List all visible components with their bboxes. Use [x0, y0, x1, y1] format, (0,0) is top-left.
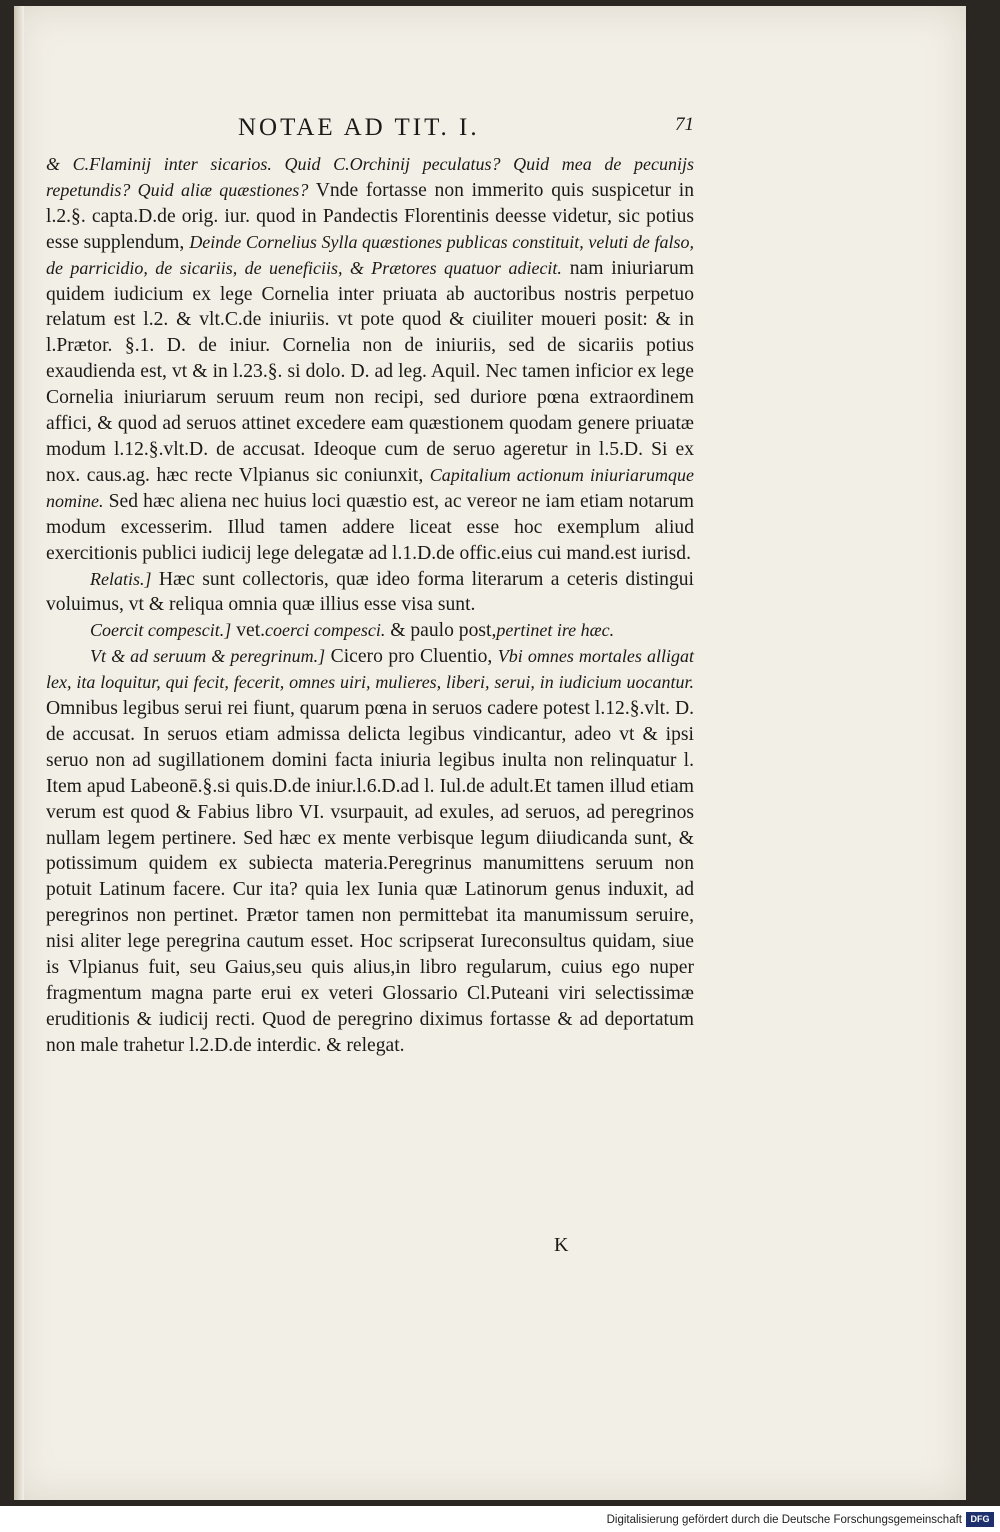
dfg-logo: DFG: [966, 1512, 994, 1527]
text-block: [46, 110, 694, 1059]
italic-run: coerci compesci.: [265, 620, 386, 641]
text-run: & paulo post,: [385, 620, 497, 642]
italic-run: Coercit compescit.]: [90, 620, 232, 641]
italic-run: Deinde Cornelius Sylla quæstiones publicas constituit, veluti de falso, de parricidio, de sicariis, de ueneficiis, & Prætores quatuor adiecit.: [46, 231, 694, 278]
footer-credit: Digitalisierung gefördert durch die Deutsche Forschungsgemeinschaft: [606, 1514, 962, 1526]
digitization-footer: [0, 1506, 1000, 1532]
page-header: [46, 110, 694, 152]
note-relatis: [46, 567, 694, 619]
italic-run: pertinet ire hæc.: [496, 620, 615, 641]
folio-number: 71: [675, 114, 694, 135]
italic-run: Vt & ad seruum & peregrinum.]: [90, 646, 326, 667]
note-coercit: [46, 618, 694, 644]
text-run: Omnibus legibus serui rei fiunt, quarum pœna in seruos cadere potest l.12.§.vlt. D. de accusat. In seruos etiam admissa delicta legibus vindicantur, adeo vt & ipsi seruo non ad sugillationem domini facta iniuria legibus inulta non relinquatur l. Item apud Labeonē.§.si quis.D.de iniur.l.6.D.ad l. Iul.de adult.Et tamen illud etiam verum est quod & Fabius libro VI. vsurpauit, ad exules, ad seruos, ad peregrinos nullam legem pertinere. Sed hæc ex mente verbisque legum diiudicanda sunt, & potissimum quidem ex subiecta materia.Peregrinus manumittens seruum non potuit Latinum facere. Cur ita? quia lex Iunia quæ Latinorum genus induxit, ad peregrinos non pertinet. Prætor tamen non permittebat ita manumissum seruire, nisi aliter lege peregrina cautum esset. Hoc scripserat Iureconsultus quidam, siue is Vlpianus fuit, seu Gaius,seu quis alius,in libro regularum, cuius ego nuper fragmentum magna parte erui ex veteri Glossario Cl.Puteani viri selectissimæ eruditionis & iudicij recti. Quod de peregrino diximus fortasse & ad deportatum non male trahetur l.2.D.de interdic. & relegat.: [46, 698, 694, 1056]
text-run: Sed hæc aliena nec huius loci quæstio est, ac vereor ne iam etiam notarum modum excesserim. Illud tamen addere liceat esse hoc exemplum aliud exercitionis publici iudicij lege delegatæ ad l.1.D.de offic.eius cui mand.est iurisd.: [46, 490, 694, 564]
italic-run: Capitalium actionum iniuriarumque nomine.: [46, 464, 694, 511]
italic-run: Vbi omnes mortales alligat lex, ita loquitur, qui fecit, fecerit, omnes uiri, mulieres, liberi, serui, in iudicium uocantur.: [46, 646, 695, 693]
catchword: K: [554, 1234, 569, 1256]
italic-run: Relatis.]: [90, 568, 152, 589]
text-run: Vnde fortasse non immerito quis suspicetur in l.2.§. capta.D.de orig. iur. quod in Pandectis Florentinis deesse videtur, sic potius esse supplendum,: [46, 179, 694, 253]
text-run: vet.: [231, 620, 266, 642]
running-title: NOTAE AD TIT. I.: [238, 114, 480, 141]
text-run: Hæc sunt collectoris, quæ ideo forma literarum a ceteris distingui voluimus, vt & reliqua omnia quæ illius esse visa sunt.: [46, 568, 694, 616]
text-run: Cicero pro Cluentio,: [325, 646, 498, 668]
book-page: [14, 6, 966, 1500]
note-ad-seruum: [46, 644, 694, 1059]
text-run: nam iniuriarum quidem iudicium ex lege Cornelia inter priuata ab auctoribus nostris perpetuo relatum est l.2. & vlt.C.de iniuriis. vt pote quod & ciuiliter moueri posit: & in l.Prætor. §.1. D. de iniur. Cornelia non de iniuriis, sed de sicariis potius exaudienda est, vt & in l.23.§. si dolo. D. ad leg. Aquil. Nec tamen inficior ex lege Cornelia iniuriarum seruum reum non recipi, sed duriore pœna extraordinem affici, & quod ad seruos attinet excedere eam quæstionem quodam genere priuatæ modum l.12.§.vlt.D. de accusat. Ideoque cum de seruo ageretur in l.5.D. Si ex nox. caus.ag. hæc recte Vlpianus sic coniunxit,: [46, 257, 694, 486]
italic-run: & C.Flaminij inter sicarios. Quid C.Orchinij peculatus? Quid mea de pecunijs repetundis? Quid aliæ quæstiones?: [46, 154, 694, 200]
page-gutter-shadow: [14, 6, 24, 1500]
paragraph-continued: [46, 152, 694, 567]
